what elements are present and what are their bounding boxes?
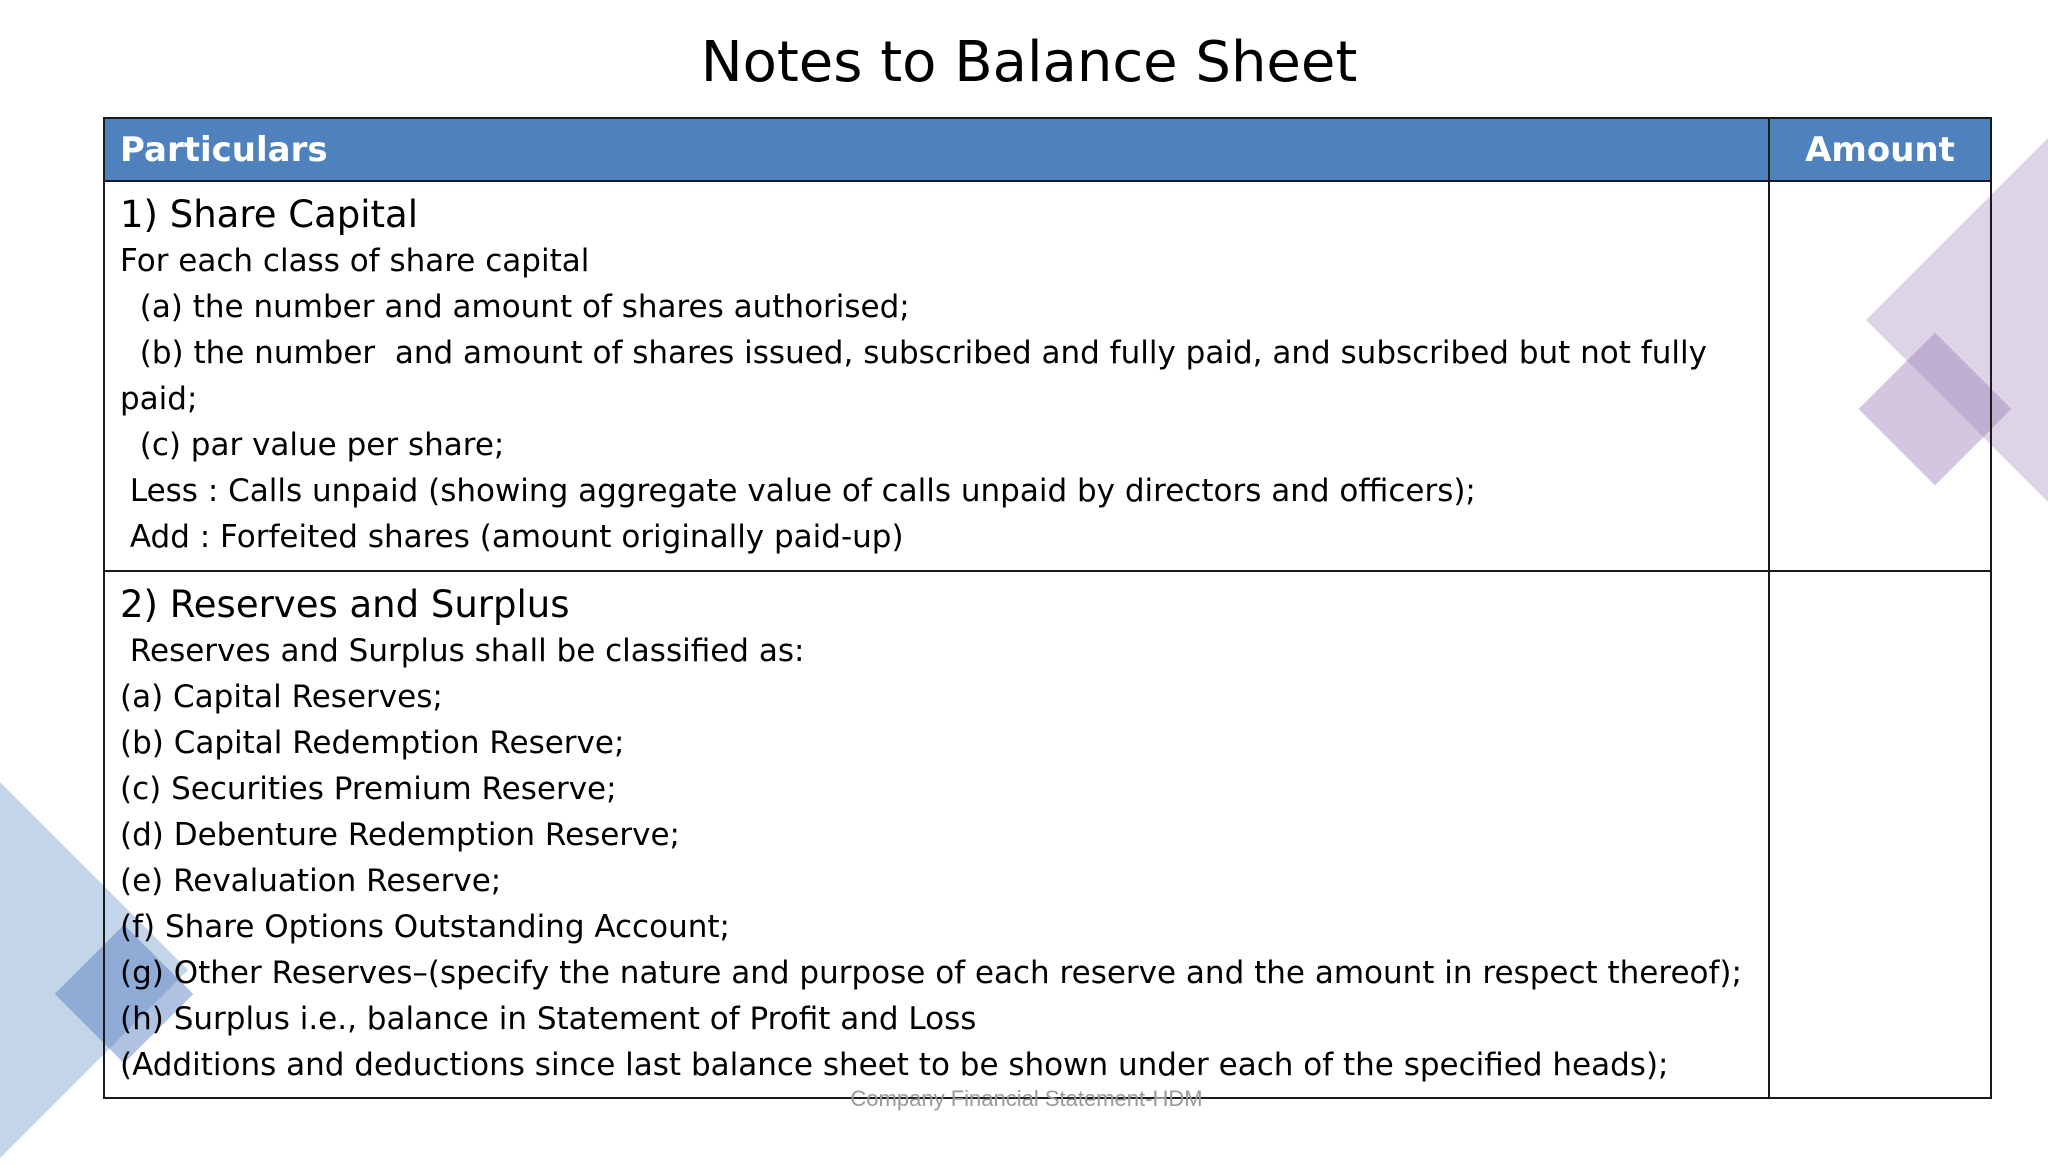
- note-line: (a) the number and amount of shares authorised;: [120, 289, 910, 325]
- particulars-cell: [105, 572, 1770, 1097]
- notes-table: [103, 117, 1992, 1099]
- particulars-cell: [105, 182, 1770, 570]
- note-line: (b) the number and amount of shares issued, subscribed and fully paid, and subscribed but not fully: [120, 335, 1707, 371]
- note-line: Add : Forfeited shares (amount originally paid-up): [120, 519, 904, 555]
- note-line: (a) Capital Reserves;: [120, 679, 443, 715]
- note-line: (e) Revaluation Reserve;: [120, 863, 502, 899]
- note-line: (h) Surplus i.e., balance in Statement of Profit and Loss: [120, 1001, 977, 1037]
- header-particulars: Particulars: [105, 119, 1770, 180]
- table-row-share-capital: [105, 182, 1990, 572]
- note-line: (c) par value per share;: [120, 427, 505, 463]
- amount-cell: [1770, 182, 1990, 570]
- note-line: Less : Calls unpaid (showing aggregate value of calls unpaid by directors and officers);: [120, 473, 1476, 509]
- amount-cell: [1770, 572, 1990, 1097]
- note-line: (d) Debenture Redemption Reserve;: [120, 817, 680, 853]
- note-line: (Additions and deductions since last balance sheet to be shown under each of the specified heads);: [120, 1047, 1669, 1083]
- note-line: paid;: [120, 381, 198, 417]
- table-row-reserves-surplus: [105, 572, 1990, 1097]
- note-line: (c) Securities Premium Reserve;: [120, 771, 617, 807]
- slide-footer: Company Financial Statement-HDM: [850, 1086, 1203, 1111]
- note-title-reserves-surplus: 2) Reserves and Surplus: [120, 583, 570, 626]
- note-line: (g) Other Reserves–(specify the nature and purpose of each reserve and the amount in respect thereof);: [120, 955, 1742, 991]
- note-line: Reserves and Surplus shall be classified as:: [120, 633, 805, 669]
- note-line: (f) Share Options Outstanding Account;: [120, 909, 730, 945]
- note-line: For each class of share capital: [120, 243, 590, 279]
- header-amount: Amount: [1805, 129, 1955, 170]
- slide-title: Notes to Balance Sheet: [700, 30, 1358, 95]
- note-title-share-capital: 1) Share Capital: [120, 193, 419, 236]
- table-header-row: [105, 119, 1990, 182]
- note-line: (b) Capital Redemption Reserve;: [120, 725, 625, 761]
